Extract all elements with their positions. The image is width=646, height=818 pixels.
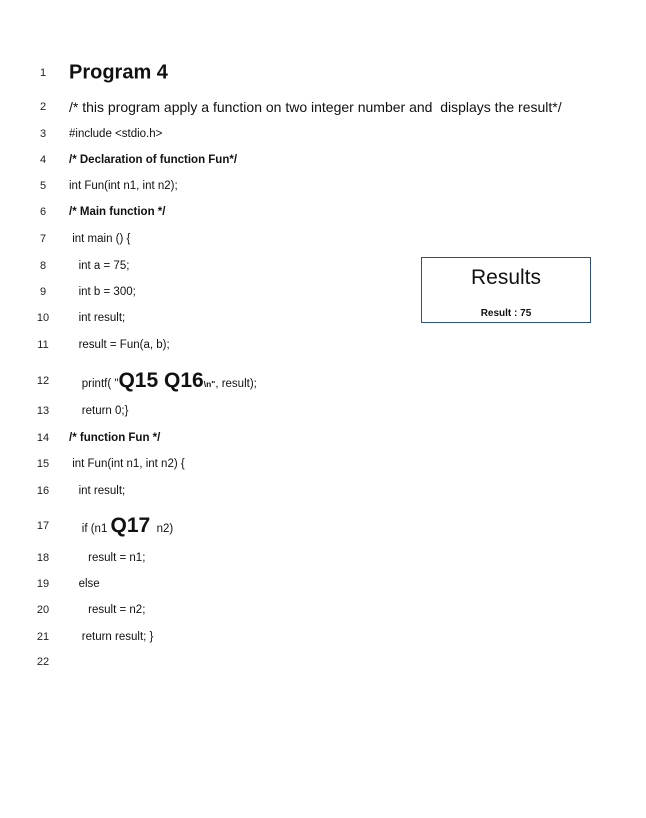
- code-line: [0, 452, 420, 476]
- code-text: [69, 369, 257, 393]
- question-marker-q15: Q15: [118, 369, 159, 392]
- code-text: int result;: [69, 312, 126, 324]
- line-number: 11: [37, 339, 49, 351]
- code-text: result = n2;: [69, 604, 146, 616]
- code-line: [0, 95, 600, 119]
- line-number: 21: [36, 631, 50, 643]
- code-line: [0, 174, 420, 198]
- line-number: 17: [36, 520, 50, 532]
- code-line: [0, 625, 420, 649]
- code-line: [0, 479, 420, 503]
- line-number: 1: [39, 67, 47, 79]
- line-number: 22: [36, 656, 50, 668]
- code-fragment: printf( ": [69, 378, 119, 390]
- program-title: Program 4: [69, 61, 168, 84]
- code-comment: /* function Fun */: [69, 432, 161, 444]
- code-line: [0, 148, 420, 172]
- line-number: 12: [36, 375, 50, 387]
- line-number: 16: [36, 485, 50, 497]
- code-text: int result;: [69, 485, 126, 497]
- code-line: [0, 366, 420, 396]
- code-line: [0, 200, 420, 224]
- line-number: 6: [39, 206, 47, 218]
- line-number: 20: [36, 604, 50, 616]
- question-marker-q16: Q16: [164, 369, 204, 392]
- code-comment: /* Main function */: [69, 206, 166, 218]
- code-line: [0, 572, 420, 596]
- code-line: [0, 280, 420, 304]
- code-line: [0, 546, 420, 570]
- line-number: 7: [39, 233, 47, 245]
- line-number: 15: [36, 458, 50, 470]
- code-line: [0, 122, 420, 146]
- line-number: 8: [39, 260, 47, 272]
- code-comment: /* Declaration of function Fun*/: [69, 154, 238, 166]
- code-line: [0, 306, 420, 330]
- line-number: 5: [39, 180, 47, 192]
- code-text: int main () {: [69, 233, 131, 245]
- code-line: [0, 399, 420, 423]
- code-text: int b = 300;: [69, 286, 136, 298]
- program-description: /* this program apply a function on two integer number and displays the result*/: [69, 99, 562, 115]
- code-fragment: , result);: [215, 378, 257, 390]
- code-text: else: [69, 578, 100, 590]
- code-fragment: \n": [203, 379, 216, 389]
- line-number: 18: [36, 552, 50, 564]
- code-text: result = n1;: [69, 552, 146, 564]
- line-number: 19: [36, 578, 50, 590]
- code-text: int Fun(int n1, int n2) {: [69, 458, 185, 470]
- code-line: [0, 650, 420, 674]
- code-text: result = Fun(a, b);: [69, 339, 170, 351]
- code-line: [0, 333, 420, 357]
- code-fragment: n2): [150, 523, 174, 535]
- results-value: Result : 75: [480, 308, 532, 319]
- code-line: [0, 426, 420, 450]
- code-text: [69, 514, 173, 538]
- code-fragment: if (n1: [69, 523, 111, 535]
- line-number: 4: [39, 154, 47, 166]
- code-text: int a = 75;: [69, 260, 130, 272]
- line-number: 3: [39, 128, 47, 140]
- code-line: [0, 227, 420, 251]
- code-text: int Fun(int n1, int n2);: [69, 180, 178, 192]
- code-text: return 0;}: [69, 405, 129, 417]
- line-number: 10: [36, 312, 50, 324]
- code-line: [0, 598, 420, 622]
- line-number: 2: [39, 101, 47, 113]
- line-number: 9: [39, 286, 47, 298]
- code-line: [0, 60, 420, 86]
- code-text: return result; }: [69, 631, 154, 643]
- line-number: 14: [36, 432, 50, 444]
- line-number: 13: [36, 405, 50, 417]
- code-line: [0, 511, 420, 541]
- question-marker-q17: Q17: [110, 514, 151, 537]
- code-line: [0, 254, 420, 278]
- results-box: [421, 257, 591, 323]
- code-text: #include <stdio.h>: [69, 128, 163, 140]
- results-title: Results: [470, 266, 542, 289]
